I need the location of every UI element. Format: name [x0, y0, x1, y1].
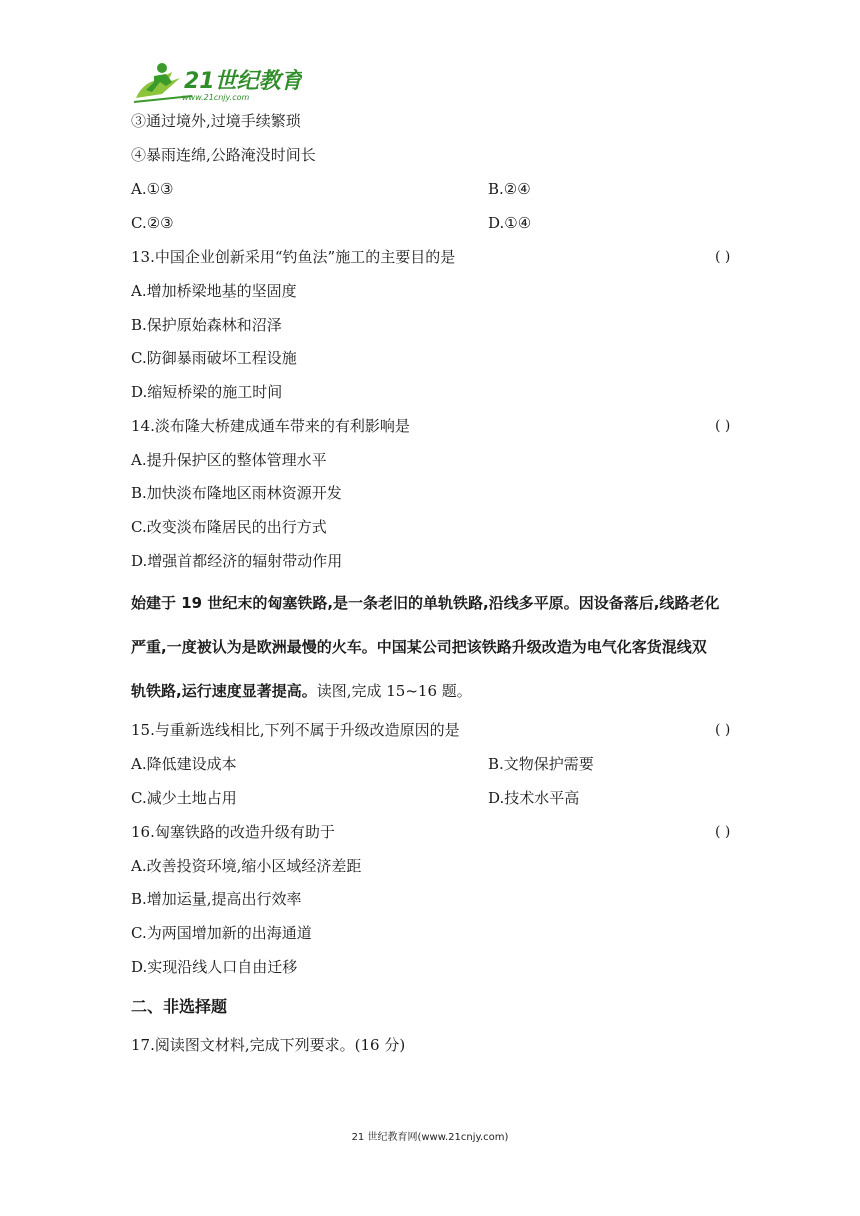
q12-item-4: ④暴雨连绵,公路淹没时间长	[131, 146, 316, 164]
q16-option-d: D.实现沿线人口自由迁移	[131, 958, 298, 976]
q15-option-a: A.降低建设成本	[131, 755, 237, 773]
q15-option-b: B.文物保护需要	[488, 755, 594, 773]
q13-option-d: D.缩短桥梁的施工时间	[131, 383, 283, 401]
q16-option-b: B.增加运量,提高出行效率	[131, 890, 302, 908]
page-footer: 21 世纪教育网(www.21cnjy.com)	[351, 1132, 509, 1143]
q13-option-a: A.增加桥梁地基的坚固度	[131, 282, 297, 300]
site-logo	[132, 58, 302, 108]
q14-answer-paren: ( )	[715, 418, 731, 434]
q16-option-c: C.为两国增加新的出海通道	[131, 924, 312, 942]
passage-line-1: 始建于 19 世纪末的匈塞铁路,是一条老旧的单轨铁路,沿线多平原。因设备落后,线路老化	[131, 594, 720, 612]
q12-option-b: B.②④	[488, 180, 531, 198]
q13-answer-paren: ( )	[715, 249, 731, 265]
passage-line-2: 严重,一度被认为是欧洲最慢的火车。中国某公司把该铁路升级改造为电气化客货混线双	[131, 638, 707, 656]
q15-option-d: D.技术水平高	[488, 789, 580, 807]
logo-runner-icon	[132, 58, 302, 108]
q15-stem: 15.与重新选线相比,下列不属于升级改造原因的是	[131, 721, 460, 739]
q13-option-b: B.保护原始森林和沼泽	[131, 316, 282, 334]
q13-stem: 13.中国企业创新采用“钓鱼法”施工的主要目的是	[131, 248, 456, 266]
q12-option-c: C.②③	[131, 214, 174, 232]
passage-line-3-bold: 轨铁路,运行速度显著提高。	[131, 682, 317, 700]
q12-option-a: A.①③	[131, 180, 174, 198]
q16-option-a: A.改善投资环境,缩小区域经济差距	[131, 857, 362, 875]
q17-stem: 17.阅读图文材料,完成下列要求。(16 分)	[131, 1036, 406, 1054]
q15-option-c: C.减少土地占用	[131, 789, 237, 807]
q12-option-d: D.①④	[488, 214, 532, 232]
q12-item-3: ③通过境外,过境手续繁琐	[131, 112, 301, 130]
q16-stem: 16.匈塞铁路的改造升级有助于	[131, 823, 335, 841]
logo-text: 21世纪教育	[184, 69, 302, 94]
logo-url: www.21cnjy.com	[182, 93, 250, 102]
q15-answer-paren: ( )	[715, 722, 731, 738]
section-title: 二、非选择题	[131, 997, 228, 1016]
q14-option-a: A.提升保护区的整体管理水平	[131, 451, 327, 469]
q14-option-b: B.加快淡布隆地区雨林资源开发	[131, 484, 342, 502]
q14-option-d: D.增强首都经济的辐射带动作用	[131, 552, 343, 570]
q14-stem: 14.淡布隆大桥建成通车带来的有利影响是	[131, 417, 410, 435]
q16-answer-paren: ( )	[715, 824, 731, 840]
passage-line-3	[131, 681, 472, 701]
q14-option-c: C.改变淡布隆居民的出行方式	[131, 518, 327, 536]
q13-option-c: C.防御暴雨破坏工程设施	[131, 349, 297, 367]
passage-line-3-normal: 读图,完成 15~16 题。	[316, 682, 472, 700]
